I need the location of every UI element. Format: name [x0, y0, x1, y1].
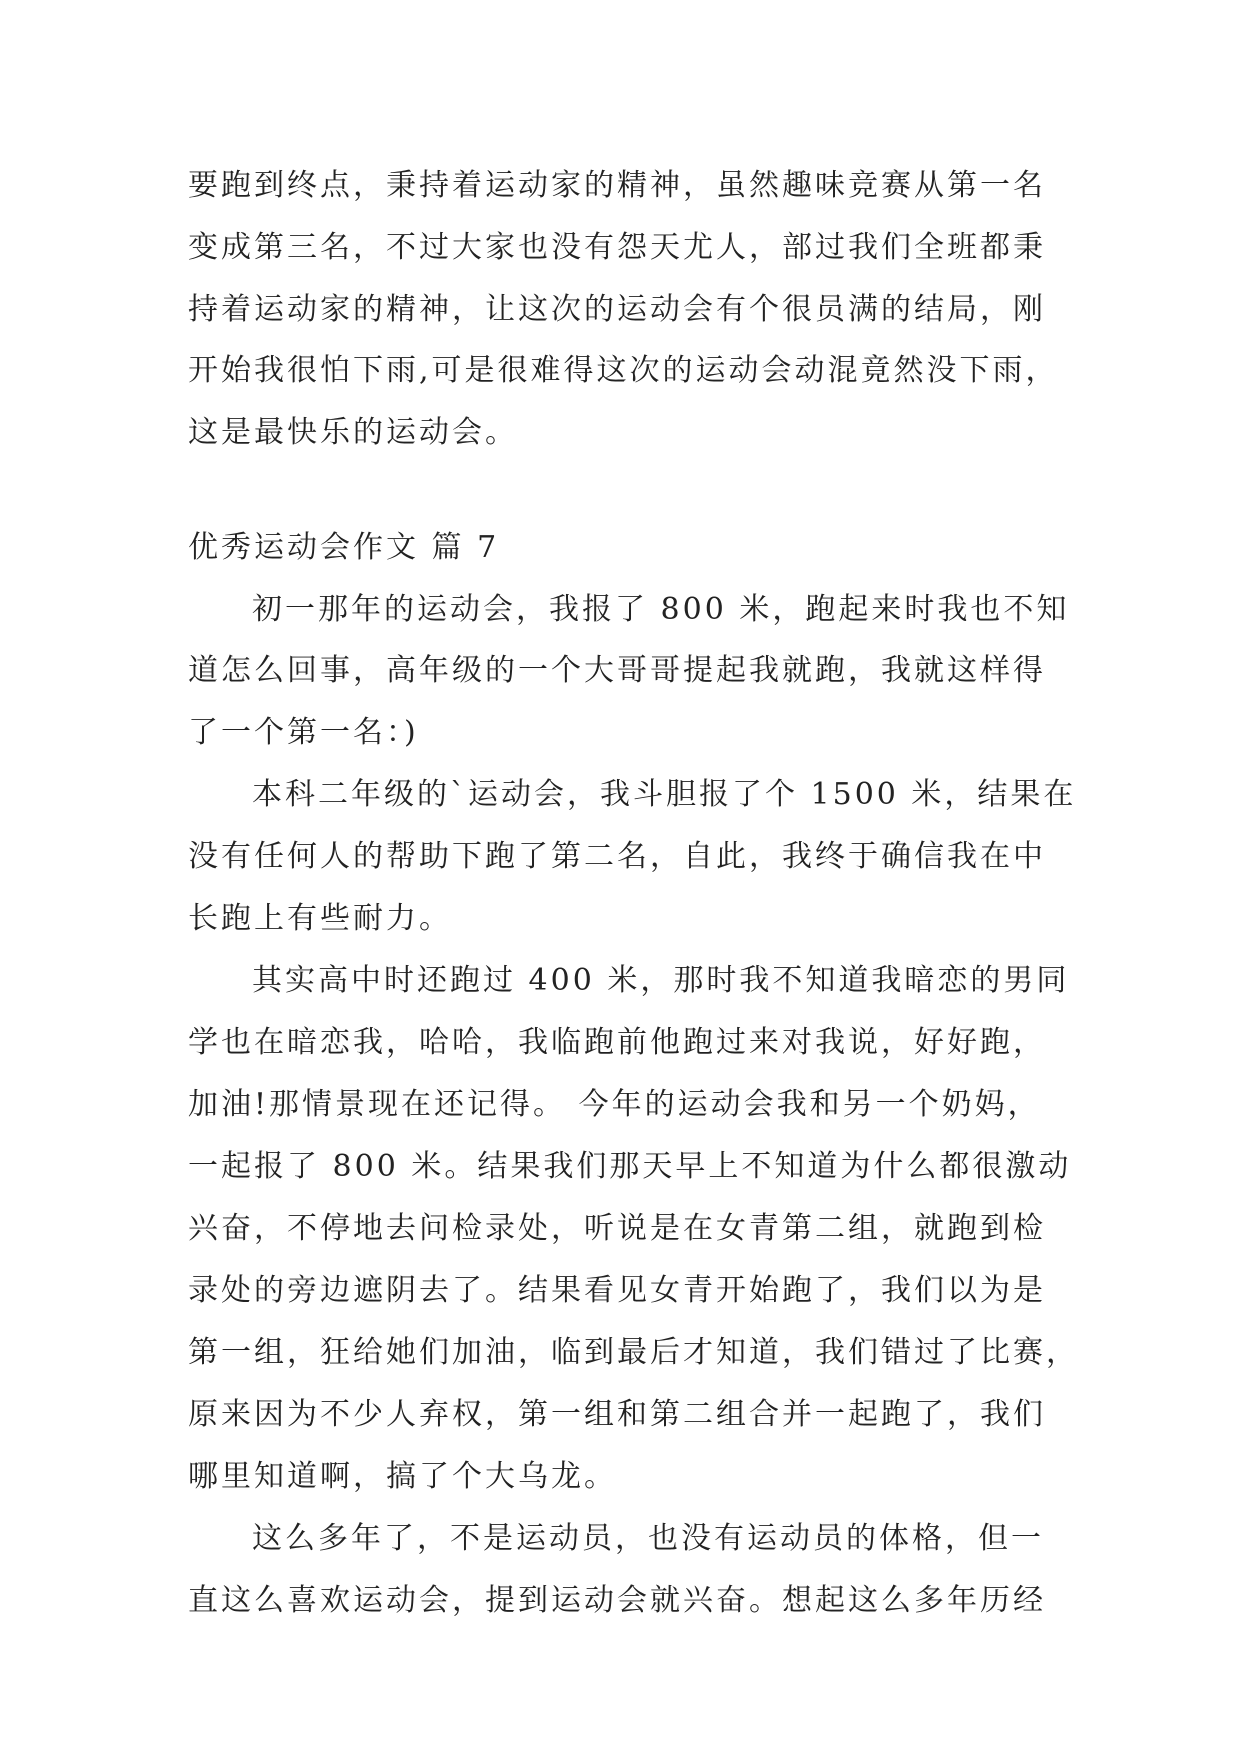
text-line: 了一个第一名：) [188, 715, 419, 750]
text-line: 这是最快乐的运动会。 [188, 415, 518, 450]
text-line: 这么多年了，不是运动员，也没有运动员的体格，但一 [252, 1521, 1044, 1556]
text-line: 哪里知道啊，搞了个大乌龙。 [188, 1459, 617, 1494]
text-line: 一起报了 800 米。结果我们那天早上不知道为什么都很激动 [188, 1149, 1072, 1184]
text-line: 变成第三名，不过大家也没有怨天尤人，部过我们全班都秉 [188, 230, 1046, 265]
text-line: 道怎么回事，高年级的一个大哥哥提起我就跑，我就这样得 [188, 653, 1046, 688]
text-line: 要跑到终点，秉持着运动家的精神，虽然趣味竞赛从第一名 [188, 168, 1046, 203]
text-line: 本科二年级的`运动会，我斗胆报了个 1500 米，结果在 [252, 777, 1077, 812]
text-line: 原来因为不少人弃权，第一组和第二组合并一起跑了，我们 [188, 1397, 1046, 1432]
text-line: 直这么喜欢运动会，提到运动会就兴奋。想起这么多年历经 [188, 1583, 1046, 1618]
text-line: 兴奋，不停地去问检录处，听说是在女青第二组，就跑到检 [188, 1211, 1046, 1246]
text-line: 持着运动家的精神，让这次的运动会有个很员满的结局，刚 [188, 292, 1046, 327]
text-line: 长跑上有些耐力。 [188, 901, 452, 936]
text-line: 加油!那情景现在还记得。 今年的运动会我和另一个奶妈， [188, 1087, 1041, 1122]
section-title: 优秀运动会作文 篇 7 [188, 530, 500, 565]
text-line: 第一组，狂给她们加油，临到最后才知道，我们错过了比赛， [188, 1335, 1079, 1370]
text-line: 录处的旁边遮阴去了。结果看见女青开始跑了，我们以为是 [188, 1273, 1046, 1308]
text-line: 开始我很怕下雨,可是很难得这次的运动会动混竟然没下雨， [188, 353, 1059, 388]
text-line: 初一那年的运动会，我报了 800 米，跑起来时我也不知 [252, 592, 1070, 627]
text-line: 没有任何人的帮助下跑了第二名，自此，我终于确信我在中 [188, 839, 1046, 874]
text-line: 学也在暗恋我，哈哈，我临跑前他跑过来对我说，好好跑， [188, 1025, 1046, 1060]
text-line: 其实高中时还跑过 400 米，那时我不知道我暗恋的男同 [252, 963, 1070, 998]
